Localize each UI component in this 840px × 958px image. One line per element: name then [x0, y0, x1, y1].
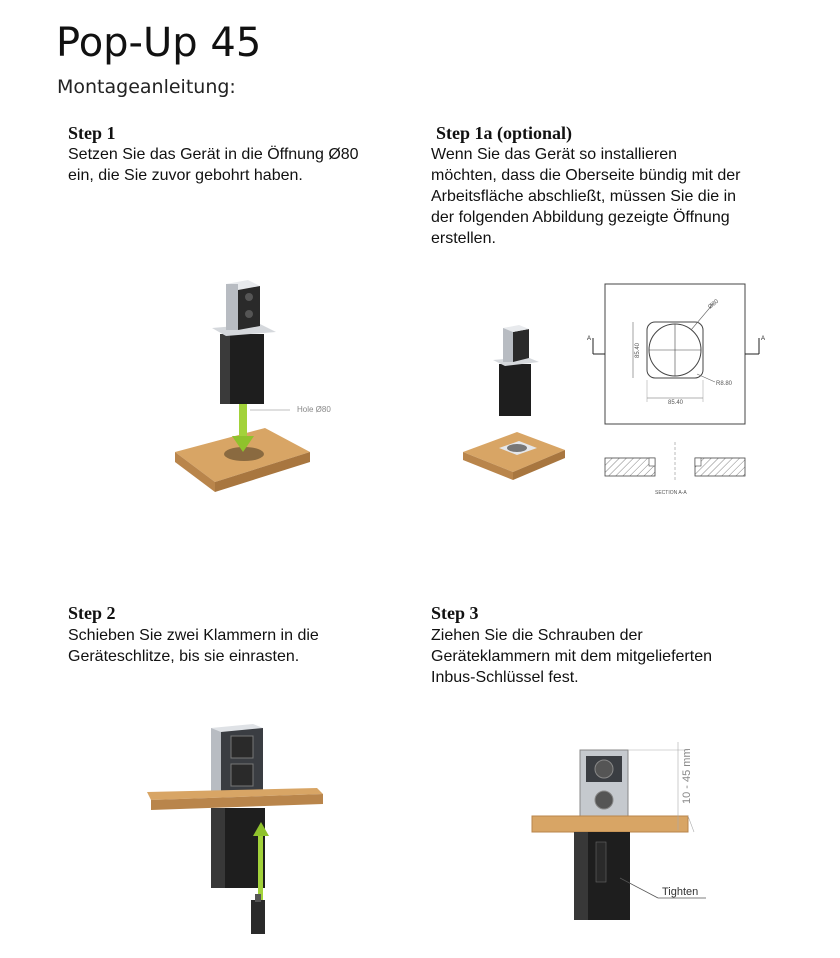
height-label: 85.40 — [635, 342, 641, 358]
step-1-title: Step 1 — [68, 123, 116, 143]
step-2-title: Step 2 — [68, 603, 116, 623]
step-1-text — [68, 144, 359, 186]
step-2-figure — [145, 722, 330, 942]
document-title: Pop-Up 45 — [56, 20, 262, 66]
step-3-line-3: Inbus-Schlüssel fest. — [431, 669, 579, 686]
tighten-label: Tighten — [662, 886, 699, 898]
socket-icon — [595, 760, 613, 778]
section-hatch-left — [605, 458, 655, 476]
insert-arrow-shaft — [239, 402, 247, 440]
section-hatch-right — [695, 458, 745, 476]
socket-icon — [231, 736, 253, 758]
document-subtitle: Montageanleitung: — [57, 76, 236, 98]
clamp — [596, 842, 606, 882]
step-1a-line-2: möchten, dass die Oberseite bündig mit der — [431, 167, 741, 184]
step-3-figure — [528, 730, 728, 930]
step-1a-text — [431, 144, 741, 249]
step-3-text — [431, 625, 712, 688]
clamp-arrow-shaft — [258, 834, 263, 900]
step-1a-line-1: Wenn Sie das Gerät so installieren — [431, 146, 678, 163]
section-marker-right: A — [761, 336, 766, 342]
range-label: 10 - 45 mm — [681, 748, 693, 804]
device-head — [211, 728, 221, 794]
step-1a-figure-device — [455, 320, 585, 500]
clamp — [251, 900, 265, 934]
step-2-line-1: Schieben Sie zwei Klammern in die — [68, 627, 319, 644]
step-1-line-2: ein, die Sie zuvor gebohrt haben. — [68, 167, 303, 184]
device-head — [503, 328, 513, 362]
socket-icon — [245, 310, 253, 318]
device-head — [226, 284, 238, 330]
step-3-line-1: Ziehen Sie die Schrauben der — [431, 627, 643, 644]
step-3-line-2: Geräteklammern mit dem mitgelieferten — [431, 648, 712, 665]
step-2-text — [68, 625, 319, 667]
step-1a-line-4: der folgenden Abbildung gezeigte Öffnung — [431, 209, 730, 226]
diameter-label: Ø80 — [707, 298, 720, 311]
width-label: 85.40 — [668, 400, 684, 406]
technical-drawing — [583, 282, 773, 502]
socket-icon — [231, 764, 253, 786]
section-label: SECTION A-A — [655, 490, 687, 496]
step-1a-line-5: erstellen. — [431, 230, 496, 247]
section-marker-left: A — [587, 336, 592, 342]
wood-board — [532, 816, 688, 832]
socket-icon — [245, 293, 253, 301]
step-2-line-2: Geräteschlitze, bis sie einrasten. — [68, 648, 300, 665]
radius-label: R8.80 — [716, 381, 733, 387]
step-1-line-1: Setzen Sie das Gerät in die Öffnung Ø80 — [68, 146, 359, 163]
step-1a-line-3: Arbeitsfläche abschließt, müssen Sie die in — [431, 188, 737, 205]
step-1-figure — [160, 270, 380, 500]
hole-label: Hole Ø80 — [297, 405, 331, 414]
device-cylinder — [499, 364, 531, 416]
step-3-title: Step 3 — [431, 603, 479, 623]
step-1a-title: Step 1a (optional) — [436, 123, 573, 143]
socket-icon — [595, 791, 613, 809]
